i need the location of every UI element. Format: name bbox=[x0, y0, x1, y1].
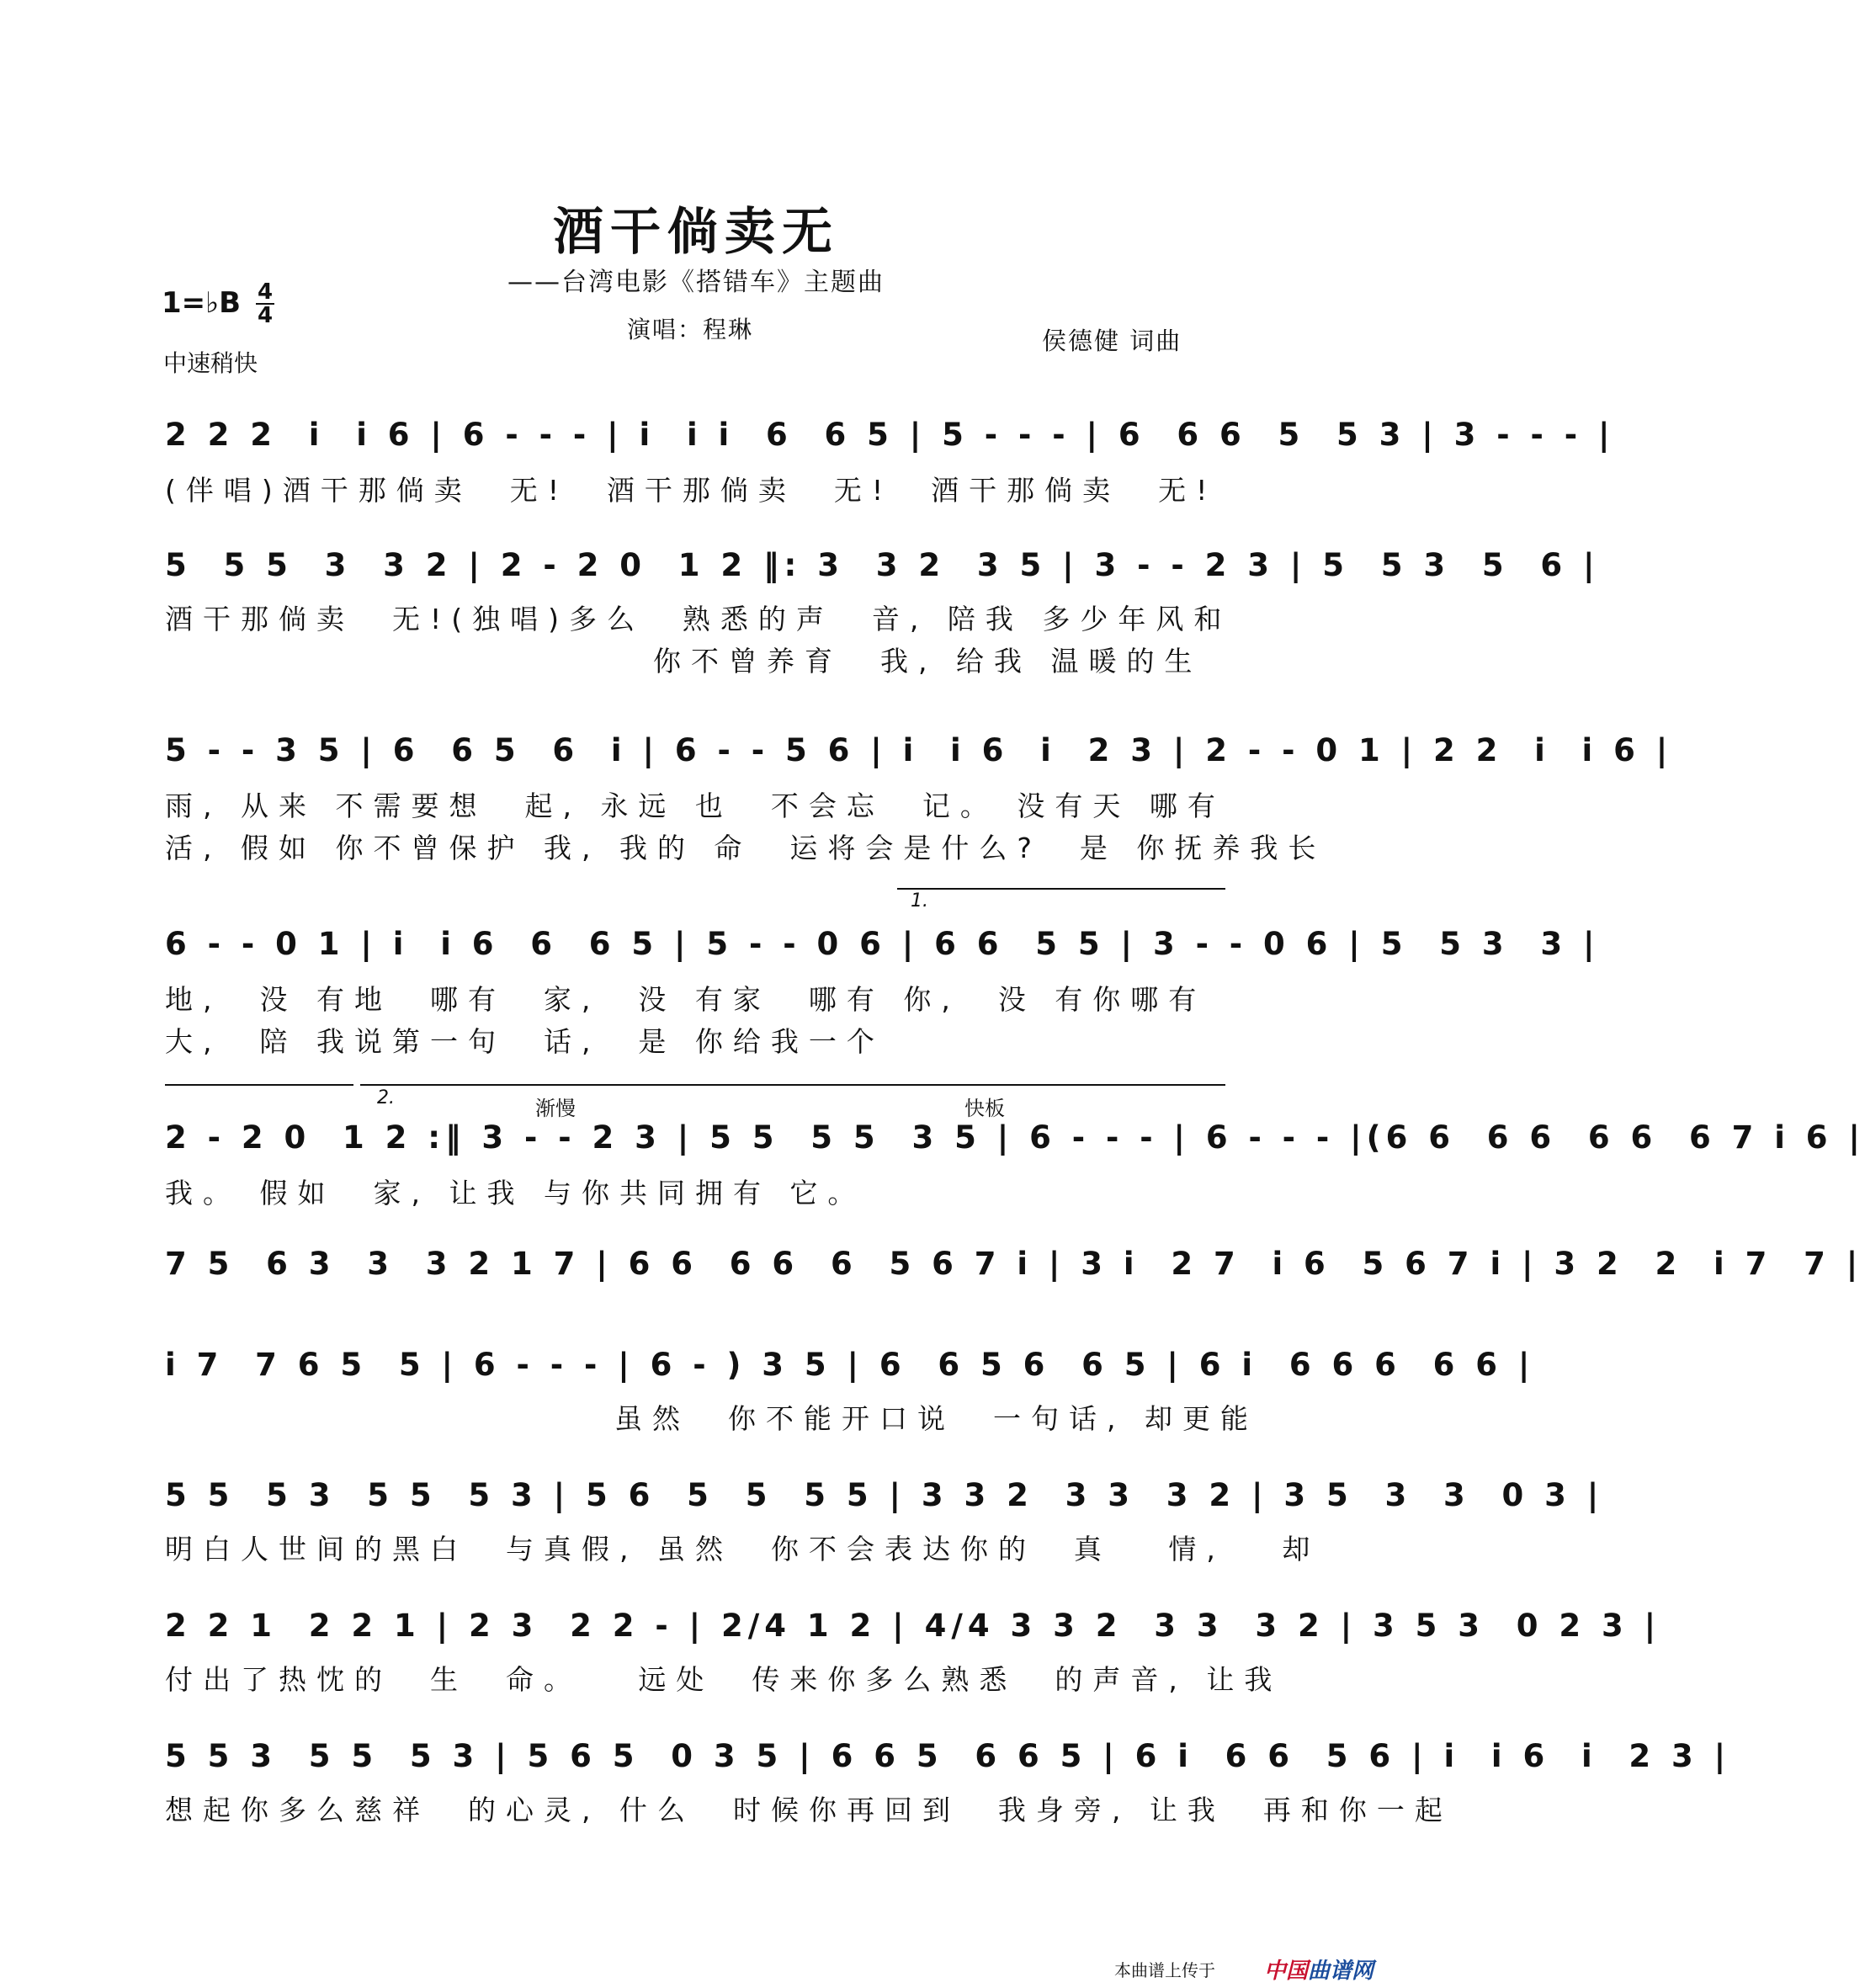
notation-row-8: 5 5 5 3 5 5 5 3 | 5 6 5 5 5 5 | 3 3 2 3 3 3 2 | 3 5 3 3 0 3 | bbox=[165, 1477, 1604, 1513]
logo-part-a: 中国 bbox=[1263, 1959, 1308, 1984]
time-signature bbox=[256, 281, 274, 327]
song-title: 酒干倘卖无 bbox=[553, 203, 839, 262]
lyric-row-3a: 雨, 从来 不需要想 起, 永远 也 不会忘 记。 没有天 哪有 bbox=[165, 789, 1225, 822]
song-subtitle: ——台湾电影《搭错车》主题曲 bbox=[507, 268, 885, 297]
first-ending-mark: 1. bbox=[911, 890, 928, 912]
notation-row-9: 2 2 1 2 2 1 | 2 3 2 2 - | 2/4 1 2 | 4/4 3 3 2 3 3 3 2 | 3 5 3 0 2 3 | bbox=[165, 1608, 1661, 1644]
lyric-row-9: 付出了热忱的 生 命。 远处 传来你多么熟悉 的声音, 让我 bbox=[165, 1663, 1283, 1696]
composer-credit: 侯德健 词曲 bbox=[1042, 327, 1182, 355]
notation-row-10: 5 5 3 5 5 5 3 | 5 6 5 0 3 5 | 6 6 5 6 6 5 | 6 i 6 6 5 6 | i i 6 i 2 3 | bbox=[165, 1738, 1731, 1774]
key-signature: 1=♭B bbox=[162, 286, 242, 320]
lyric-row-2a: 酒干那倘卖 无!(独唱)多么 熟悉的声 音, 陪我 多少年风和 bbox=[165, 603, 1232, 635]
lyric-row-4b: 大, 陪 我说第一句 话, 是 你给我一个 bbox=[165, 1025, 885, 1058]
singer-credit: 演唱：程琳 bbox=[627, 316, 754, 343]
lyric-row-2b: 你不曾养育 我, 给我 温暖的生 bbox=[653, 645, 1203, 678]
upload-note: 本曲谱上传于 bbox=[1114, 1960, 1215, 1980]
lyric-row-10: 想起你多么慈祥 的心灵, 什么 时候你再回到 我身旁, 让我 再和你一起 bbox=[165, 1794, 1453, 1826]
notation-row-4: 6 - - 0 1 | i i 6 6 6 5 | 5 - - 0 6 | 6 6 5 5 | 3 - - 0 6 | 5 5 3 3 | bbox=[165, 926, 1600, 962]
second-ending-mark: 2. bbox=[377, 1087, 395, 1108]
meter-bottom: 4 bbox=[257, 303, 274, 328]
notation-row-2: 5 5 5 3 3 2 | 2 - 2 0 1 2 ‖: 3 3 2 3 5 | 3 - - 2 3 | 5 5 3 5 6 | bbox=[165, 547, 1600, 583]
notation-row-3: 5 - - 3 5 | 6 6 5 6 i | 6 - - 5 6 | i i 6 i 2 3 | 2 - - 0 1 | 2 2 i i 6 | bbox=[165, 732, 1673, 768]
logo-part-b: 曲谱网 bbox=[1307, 1959, 1374, 1984]
site-logo[interactable] bbox=[1264, 1953, 1374, 1985]
notation-row-7: i 7 7 6 5 5 | 6 - - - | 6 - ) 3 5 | 6 6 5 6 6 5 | 6 i 6 6 6 6 6 | bbox=[165, 1347, 1535, 1383]
lyric-row-1: (伴唱)酒干那倘卖 无! 酒干那倘卖 无! 酒干那倘卖 无! bbox=[165, 474, 1218, 507]
lyric-row-7: 虽然 你不能开口说 一句话, 却更能 bbox=[614, 1402, 1258, 1435]
lyric-row-4a: 地, 没 有地 哪有 家, 没 有家 哪有 你, 没 有你哪有 bbox=[165, 983, 1207, 1016]
first-ending-bracket-cont bbox=[165, 1084, 353, 1086]
lyric-row-5: 我。 假如 家, 让我 与你共同拥有 它。 bbox=[165, 1177, 866, 1209]
tempo-marking: 中速稍快 bbox=[163, 349, 258, 377]
notation-row-1: 2 2 2 i i 6 | 6 - - - | i i i 6 6 5 | 5 - - - | 6 6 6 5 5 3 | 3 - - - | bbox=[165, 417, 1615, 453]
second-ending-bracket bbox=[360, 1084, 1225, 1086]
meter-top: 4 bbox=[257, 279, 274, 305]
lyric-row-3b: 活, 假如 你不曾保护 我, 我的 命 运将会是什么? 是 你抚养我长 bbox=[165, 832, 1326, 864]
allegro-mark: 快板 bbox=[964, 1097, 1005, 1120]
notation-row-5: 2 - 2 0 1 2 :‖ 3 - - 2 3 | 5 5 5 5 3 5 | 6 - - - | 6 - - - |(6 6 6 6 6 6 6 7 i 6 | bbox=[165, 1119, 1865, 1156]
ritardando-mark: 渐慢 bbox=[535, 1097, 576, 1120]
lyric-row-8: 明白人世间的黑白 与真假, 虽然 你不会表达你的 真 情, 却 bbox=[165, 1533, 1320, 1565]
notation-row-6: 7 5 6 3 3 3 2 1 7 | 6 6 6 6 6 5 6 7 i | 3 i 2 7 i 6 5 6 7 i | 3 2 2 i 7 7 | bbox=[165, 1246, 1863, 1282]
first-ending-bracket bbox=[897, 888, 1225, 890]
